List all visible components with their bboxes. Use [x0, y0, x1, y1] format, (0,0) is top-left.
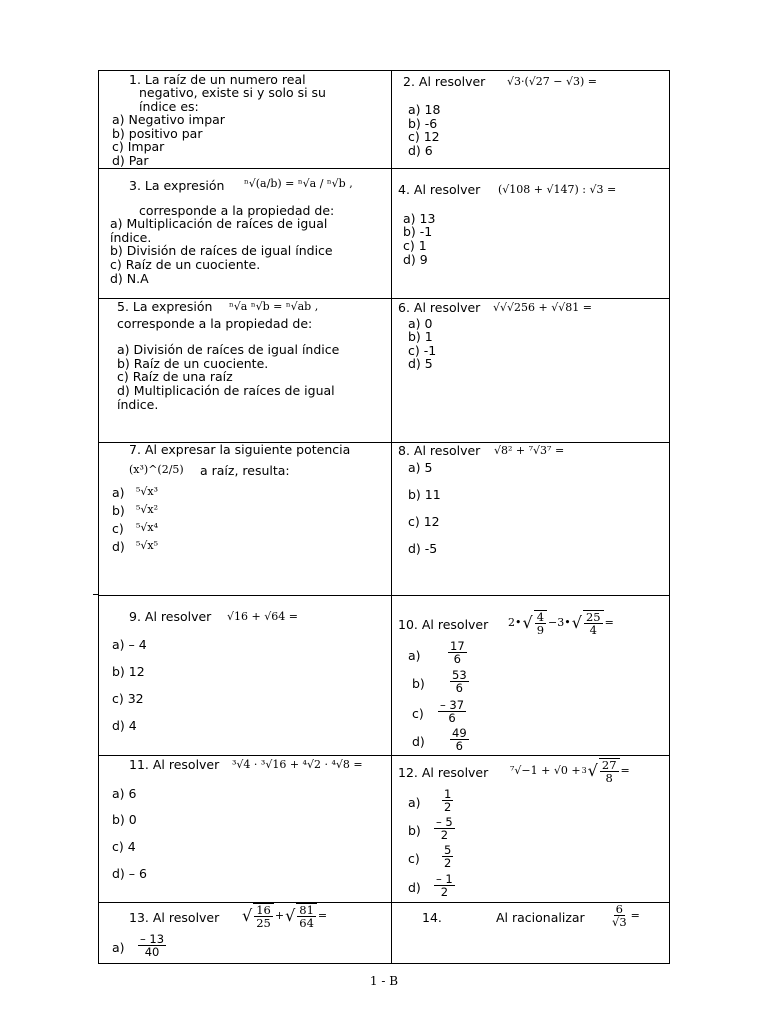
denominator: 6: [453, 652, 461, 666]
option-b: b) -1: [403, 224, 433, 239]
option-b: b): [412, 676, 425, 691]
denominator: √3: [612, 915, 627, 929]
numerator: 27: [601, 758, 617, 772]
grid-line: [98, 70, 670, 71]
denominator: 6: [455, 739, 463, 753]
question-prompt: 6. Al resolver: [398, 300, 481, 315]
option-c: c) 32: [112, 691, 144, 706]
numerator: 4: [536, 610, 545, 624]
math-expression: (√108 + √147) : √3 =: [498, 183, 617, 196]
option-d: d) 4: [112, 718, 137, 733]
root-sign: √: [242, 906, 253, 926]
option-b: b): [408, 823, 421, 838]
question-prompt: 9. Al resolver: [129, 609, 212, 624]
denominator: 2: [440, 828, 449, 842]
option-d-cont: índice.: [117, 397, 159, 412]
denominator: 2: [444, 800, 452, 814]
option-c: c) 12: [408, 514, 440, 529]
option-c: c) -1: [408, 343, 437, 358]
numerator: 1: [444, 787, 452, 801]
math-expression: √3·(√27 − √3) =: [507, 75, 598, 88]
option-b: b) 11: [408, 487, 441, 502]
grid-line: [391, 70, 392, 964]
numerator: – 13: [140, 932, 165, 946]
expr-part: =: [620, 764, 630, 778]
option-b: b) positivo par: [112, 126, 203, 141]
question-prompt: 13. Al resolver: [129, 910, 220, 925]
option-a: a): [112, 485, 125, 500]
numerator: 16: [256, 903, 271, 917]
option-b: b): [112, 503, 125, 518]
option-a: a): [408, 795, 421, 810]
math-expression: √8² + ⁷√3⁷ =: [494, 444, 565, 457]
question-text: negativo, existe si y solo si su: [139, 85, 326, 100]
question-text: índice es:: [139, 99, 199, 114]
expr-part: +: [274, 909, 285, 923]
fraction: [534, 610, 547, 636]
root-index: 3: [581, 766, 587, 776]
margin-tick: [93, 594, 99, 595]
denominator: 2: [440, 885, 449, 899]
question-text: corresponde a la propiedad de:: [139, 203, 335, 218]
numerator: – 1: [436, 872, 453, 886]
denominator: 9: [536, 623, 545, 637]
denominator: 6: [448, 711, 456, 725]
option-a: a) – 4: [112, 637, 147, 652]
question-prompt: 7. Al expresar la siguiente potencia: [129, 442, 351, 457]
option-a: a) División de raíces de igual índice: [117, 342, 340, 357]
option-c: c) Raíz de un cuociente.: [110, 257, 261, 272]
fraction: [599, 758, 620, 784]
option-b: b) 12: [112, 664, 145, 679]
question-prompt: 3. La expresión: [129, 178, 225, 193]
grid-line: [98, 755, 670, 756]
grid-line: [98, 168, 670, 169]
denominator: 6: [455, 681, 463, 695]
option-d: d) – 6: [112, 866, 147, 881]
option-d: d): [412, 734, 425, 749]
grid-line: [98, 902, 670, 903]
fraction: [253, 903, 274, 929]
expr-part: ⁷√−1 + √0 +: [510, 764, 581, 778]
fraction: [583, 610, 604, 636]
denominator: 4: [589, 623, 597, 637]
option-c: c): [412, 706, 424, 721]
expr-part: =: [630, 908, 640, 922]
option-c: c) 1: [403, 238, 427, 253]
option-d-fraction: [450, 727, 469, 752]
math-expression: ³√4 · ³√16 + ⁴√2 · ⁴√8 =: [232, 758, 363, 771]
fraction: [296, 903, 317, 929]
option-d-fraction: [434, 873, 455, 898]
option-b: b) -6: [408, 116, 438, 131]
option-b: b) División de raíces de igual índice: [110, 243, 333, 258]
option-d: d) Par: [112, 153, 149, 168]
numerator: 6: [615, 902, 623, 916]
denominator: 8: [605, 771, 613, 785]
question-prompt: 2. Al resolver: [403, 74, 486, 89]
option-b-expr: ⁵√x²: [136, 503, 159, 516]
math-expression: (x³)^(2/5): [129, 463, 184, 476]
denominator: 64: [299, 916, 314, 930]
option-a: a): [408, 648, 421, 663]
question-prompt: 8. Al resolver: [398, 443, 481, 458]
option-d: d) -5: [408, 541, 438, 556]
option-c: c) Impar: [112, 139, 165, 154]
option-a: a) 5: [408, 460, 433, 475]
math-expression: [610, 903, 640, 928]
expr-part: =: [604, 616, 614, 630]
denominator: 25: [256, 916, 271, 930]
option-a: a) 6: [112, 786, 137, 801]
denominator: 40: [144, 945, 160, 959]
expr-part: 2•: [508, 616, 522, 630]
root-sign: √: [522, 613, 533, 633]
question-prompt: 12. Al resolver: [398, 765, 489, 780]
numerator: 5: [444, 843, 452, 857]
question-text: corresponde a la propiedad de:: [117, 316, 313, 331]
math-expression: [510, 758, 630, 784]
grid-line: [98, 595, 670, 596]
root-sign: √: [285, 906, 296, 926]
option-a: a) 13: [403, 211, 436, 226]
numerator: 53: [452, 668, 467, 682]
numerator: 49: [452, 726, 467, 740]
option-d: d) N.A: [110, 271, 149, 286]
option-c-fraction: [442, 844, 453, 869]
option-d-expr: ⁵√x⁵: [136, 539, 159, 552]
fraction: [610, 903, 629, 928]
grid-line: [98, 70, 99, 964]
option-d: d): [112, 539, 125, 554]
option-c: c) 12: [408, 129, 440, 144]
option-a: a): [112, 940, 125, 955]
numerator: 17: [450, 639, 465, 653]
question-prompt: 5. La expresión: [117, 299, 213, 314]
option-c: c) 4: [112, 839, 136, 854]
option-b: b) Raíz de un cuociente.: [117, 356, 269, 371]
option-c: c): [408, 851, 420, 866]
root-sign: √: [587, 761, 598, 781]
option-d: d): [408, 880, 421, 895]
option-d: d) 9: [403, 252, 428, 267]
option-b-fraction: [450, 669, 469, 694]
option-a: a) Negativo impar: [112, 112, 225, 127]
question-text: 1. La raíz de un numero real: [129, 72, 306, 87]
math-expression: [508, 610, 614, 636]
question-prompt: 10. Al resolver: [398, 617, 489, 632]
grid-line: [669, 70, 670, 964]
option-d: d) 5: [408, 356, 433, 371]
option-a-cont: índice.: [110, 230, 152, 245]
option-a-fraction: [442, 788, 453, 813]
option-c: c) Raíz de una raíz: [117, 369, 233, 384]
numerator: 25: [585, 610, 601, 624]
math-expression: √16 + √64 =: [227, 610, 298, 623]
math-expression: [242, 903, 327, 929]
option-c-expr: ⁵√x⁴: [136, 521, 159, 534]
question-number: 14.: [422, 910, 442, 925]
denominator: 2: [444, 856, 452, 870]
question-text: a raíz, resulta:: [200, 463, 290, 478]
math-expression: ⁿ√a ⁿ√b = ⁿ√ab ,: [229, 300, 319, 313]
option-c: c): [112, 521, 124, 536]
option-a: a) Multiplicación de raíces de igual: [110, 216, 328, 231]
grid-line: [98, 963, 670, 964]
question-prompt: Al racionalizar: [496, 910, 585, 925]
page-footer: 1 - B: [369, 974, 399, 988]
expr-part: =: [317, 909, 328, 923]
option-a: a) 0: [408, 316, 433, 331]
numerator: – 5: [436, 815, 453, 829]
option-b: b) 0: [112, 812, 137, 827]
option-b-fraction: [434, 816, 455, 841]
expr-part: −3•: [548, 616, 571, 630]
option-a-fraction: [138, 933, 166, 958]
math-expression: √√√256 + √√81 =: [493, 301, 592, 314]
math-expression: ⁿ√(a/b) = ⁿ√a / ⁿ√b ,: [244, 177, 353, 190]
option-a-fraction: [448, 640, 467, 665]
option-d: d) Multiplicación de raíces de igual: [117, 383, 335, 398]
option-a-expr: ⁵√x³: [136, 485, 159, 498]
option-d: d) 6: [408, 143, 433, 158]
option-c-fraction: [438, 699, 466, 724]
option-a: a) 18: [408, 102, 441, 117]
question-prompt: 4. Al resolver: [398, 182, 481, 197]
root-sign: √: [571, 613, 582, 633]
numerator: 81: [299, 903, 314, 917]
option-b: b) 1: [408, 329, 433, 344]
numerator: – 37: [440, 698, 465, 712]
question-prompt: 11. Al resolver: [129, 757, 220, 772]
